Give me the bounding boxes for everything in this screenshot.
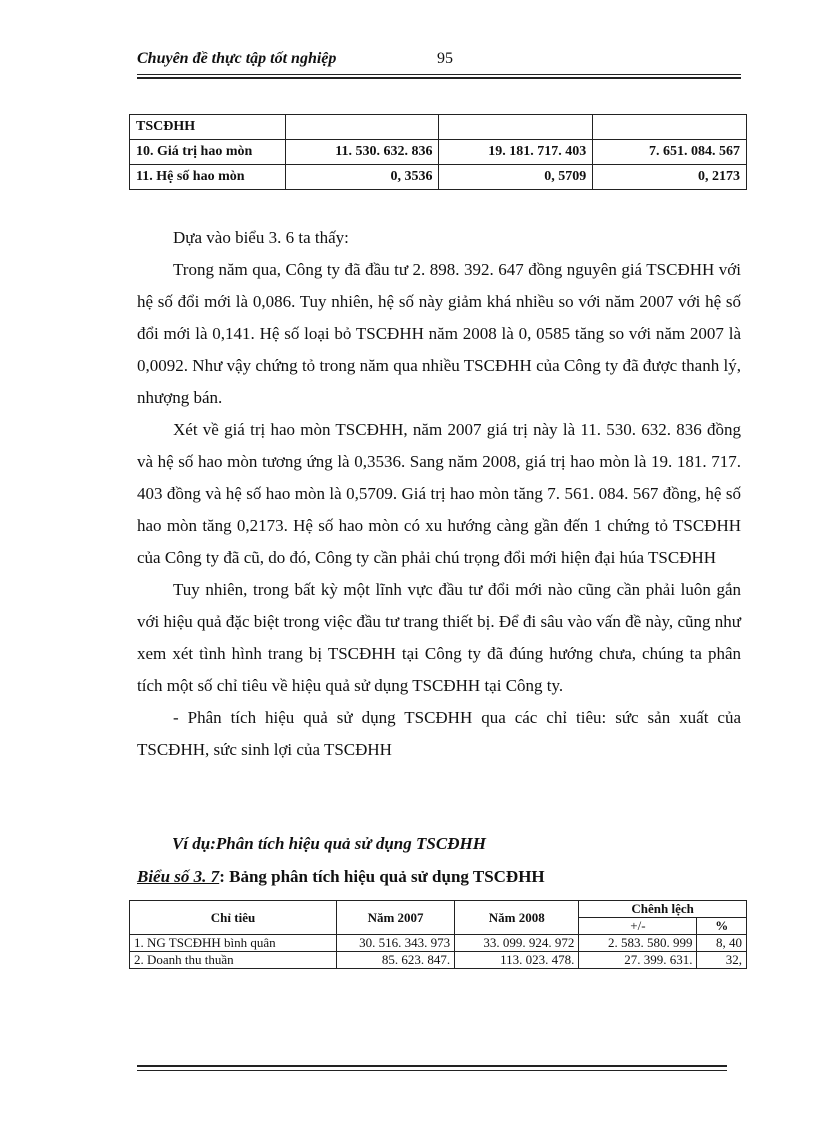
header-2008: Năm 2008: [455, 901, 579, 935]
paragraph: Trong năm qua, Công ty đã đầu tư 2. 898. 392. 647 đồng nguyên giá TSCĐHH với hệ số đổi mới là 0,086. Tuy nhiên, hệ số này giảm khá nhiều so với năm 2007 với hệ số đổi mới là 0,141. Hệ số loại bỏ TSCĐHH năm 2008 là 0, 0585 tăng so với năm 2007 là 0,0092. Như vậy chứng tỏ trong năm qua nhiều TSCĐHH của Công ty đã được thanh lý, nhượng bán.: [137, 260, 741, 407]
value-2007: 11. 530. 632. 836: [285, 140, 439, 165]
value-2008: 0, 5709: [439, 165, 593, 190]
table-row: [130, 140, 747, 165]
caption-text: : Bảng phân tích hiệu quả sử dụng TSCĐHH: [219, 867, 545, 886]
header-indicator: Chỉ tiêu: [130, 901, 337, 935]
page-header: [137, 50, 741, 70]
footer-rule-thick: [137, 1065, 727, 1067]
header-abs: +/-: [579, 918, 697, 935]
page-number: 95: [437, 50, 453, 67]
row-label: 2. Doanh thu thuần: [130, 952, 337, 969]
paragraph: Tuy nhiên, trong bất kỳ một lĩnh vực đầu tư đổi mới nào cũng cần phải luôn gắn với hiệu quả đặc biệt trong việc đầu tư trang thiết bị. Để đi sâu vào vấn đề này, cũng như xem xét tình hình trang bị TSCĐHH tại Công ty đã đúng hướng chưa, chúng ta phân tích một số chỉ tiêu về hiệu quả sử dụng TSCĐHH tại Công ty.: [137, 580, 741, 695]
table-caption: [137, 867, 545, 887]
depreciation-table: [129, 114, 747, 190]
value-pct: 8, 40: [697, 935, 747, 952]
caption-prefix: Biểu số 3. 7: [137, 867, 220, 886]
value-diff: [593, 115, 747, 140]
row-label: 10. Giá trị hao mòn: [130, 140, 286, 165]
body-text: [137, 222, 741, 766]
value-abs: 27. 399. 631.: [579, 952, 697, 969]
paragraph: Dựa vào biểu 3. 6 ta thấy:: [173, 228, 349, 247]
value-2007: 85. 623. 847.: [337, 952, 455, 969]
table-row: [130, 115, 747, 140]
header-pct: %: [697, 918, 747, 935]
value-diff: 0, 2173: [593, 165, 747, 190]
table-row: [130, 935, 747, 952]
value-2008: [439, 115, 593, 140]
value-abs: 2. 583. 580. 999: [579, 935, 697, 952]
value-2007: 0, 3536: [285, 165, 439, 190]
value-2008: 33. 099. 924. 972: [455, 935, 579, 952]
table-row: [130, 165, 747, 190]
paragraph: Xét về giá trị hao mòn TSCĐHH, năm 2007 giá trị này là 11. 530. 632. 836 đồng và hệ số hao mòn tương ứng là 0,3536. Sang năm 2008, giá trị hao mòn là 19. 181. 717. 403 đồng và hệ số hao mòn là 0,5709. Giá trị hao mòn tăng 7. 561. 084. 567 đồng, hệ số hao mòn tăng 0,2173. Hệ số hao mòn có xu hướng càng gần đến 1 chứng tỏ TSCĐHH của Công ty đã cũ, do đó, Công ty cần phải chú trọng đổi mới hiện đại húa TSCĐHH: [137, 420, 741, 567]
efficiency-table: [129, 900, 747, 969]
value-2007: [285, 115, 439, 140]
value-2008: 19. 181. 717. 403: [439, 140, 593, 165]
document-title: Chuyên đề thực tập tốt nghiệp: [137, 50, 337, 67]
value-diff: 7. 651. 084. 567: [593, 140, 747, 165]
header-rule: [137, 74, 741, 75]
table-header-row: [130, 901, 747, 918]
example-title: Ví dụ:Phân tích hiệu quả sử dụng TSCĐHH: [172, 834, 486, 853]
row-label: TSCĐHH: [130, 115, 286, 140]
table-row: [130, 952, 747, 969]
header-2007: Năm 2007: [337, 901, 455, 935]
paragraph: - Phân tích hiệu quả sử dụng TSCĐHH qua các chỉ tiêu: sức sản xuất của TSCĐHH, sức sinh lợi của TSCĐHH: [137, 708, 741, 759]
row-label: 11. Hệ số hao mòn: [130, 165, 286, 190]
value-2008: 113. 023. 478.: [455, 952, 579, 969]
header-diff: Chênh lệch: [579, 901, 747, 918]
header-rule-thick: [137, 77, 741, 79]
row-label: 1. NG TSCĐHH bình quân: [130, 935, 337, 952]
value-2007: 30. 516. 343. 973: [337, 935, 455, 952]
value-pct: 32,: [697, 952, 747, 969]
footer-rule: [137, 1070, 727, 1071]
